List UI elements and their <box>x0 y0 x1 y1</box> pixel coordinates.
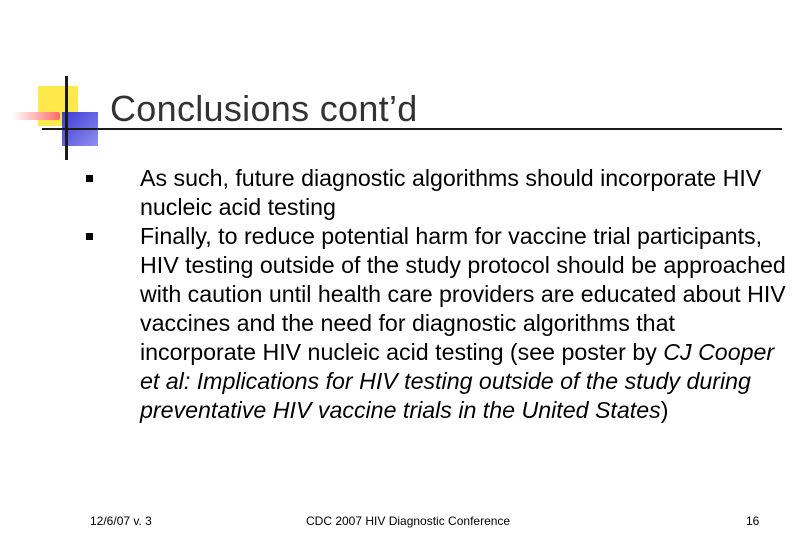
bullet-text: As such, future diagnostic algorithms should incorporate HIV nucleic acid testing <box>140 165 762 220</box>
poster-citation: CJ Cooper et al: Implications for HIV testing outside of the study during preventative HIV vaccine trials in the United States <box>140 339 775 423</box>
page-number: 16 <box>746 514 760 528</box>
bullet-list <box>86 164 786 425</box>
square-bullet-icon <box>86 175 93 182</box>
vertical-rule <box>65 76 68 160</box>
red-bar-decoration <box>12 112 60 120</box>
footer-date: 12/6/07 v. 3 <box>90 514 152 528</box>
footer-conference: CDC 2007 HIV Diagnostic Conference <box>306 514 511 528</box>
square-bullet-icon <box>86 233 93 240</box>
bullet-item <box>86 222 786 425</box>
slide-title: Conclusions cont’d <box>110 88 418 129</box>
bullet-text-tail: ) <box>660 397 669 423</box>
bullet-text: Finally, to reduce potential harm for vaccine trial participants, HIV testing outside of the study protocol should be approached with caution until health care providers are educated about HIV vaccines and the need for diagnostic algorithms that incorporate HIV nucleic acid testing (see poster by <box>140 223 786 365</box>
bullet-item <box>86 164 786 222</box>
